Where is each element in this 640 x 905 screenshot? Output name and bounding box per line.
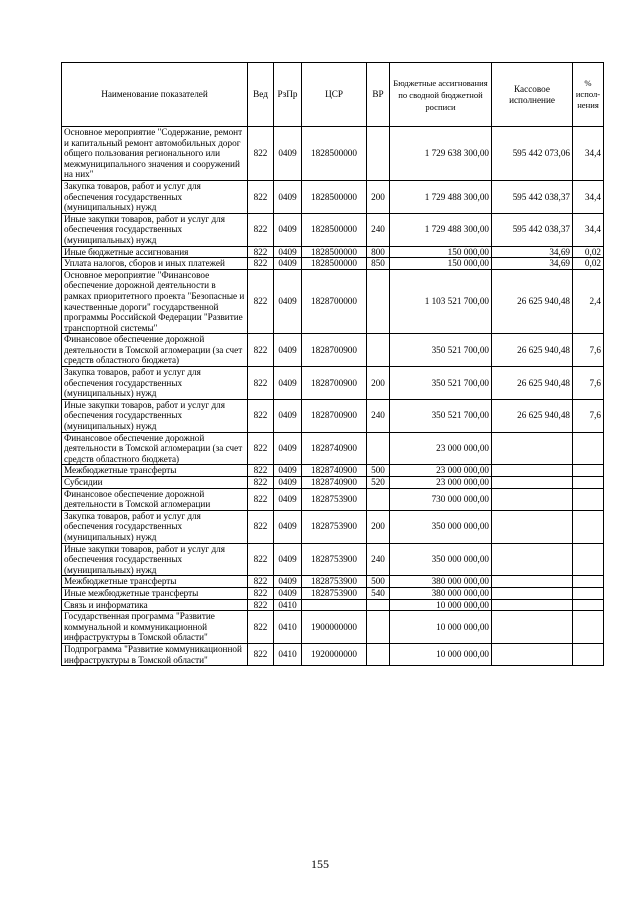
cell-rzpr: 0409 (274, 246, 302, 258)
cell-ved: 822 (248, 127, 274, 181)
cell-csr: 1828753900 (302, 543, 367, 576)
cell-pct: 0,02 (573, 246, 604, 258)
cell-pct (573, 587, 604, 599)
cell-csr: 1828700900 (302, 367, 367, 400)
table-row (62, 269, 604, 334)
header-vr: ВР (367, 63, 390, 127)
cell-ved: 822 (248, 488, 274, 510)
cell-ved: 822 (248, 587, 274, 599)
cell-rzpr: 0409 (274, 543, 302, 576)
cell-rzpr: 0409 (274, 587, 302, 599)
header-pct: % испол-нения (573, 63, 604, 127)
cell-cash (492, 587, 573, 599)
cell-name: Иные бюджетные ассигнования (62, 246, 248, 258)
cell-csr: 1828700000 (302, 269, 367, 334)
budget-execution-table (61, 62, 604, 666)
cell-cash: 26 625 940,48 (492, 367, 573, 400)
table-row (62, 465, 604, 477)
cell-rzpr: 0409 (274, 367, 302, 400)
cell-cash (492, 488, 573, 510)
cell-name: Иные межбюджетные трансферты (62, 587, 248, 599)
cell-rzpr: 0409 (274, 180, 302, 213)
cell-vr (367, 488, 390, 510)
cell-rzpr: 0409 (274, 432, 302, 465)
cell-pct (573, 611, 604, 644)
cell-cash (492, 599, 573, 611)
cell-cash: 595 442 073,06 (492, 127, 573, 181)
cell-budget: 10 000 000,00 (390, 643, 492, 665)
cell-budget: 350 000 000,00 (390, 510, 492, 543)
cell-cash: 595 442 038,37 (492, 213, 573, 246)
cell-budget: 23 000 000,00 (390, 432, 492, 465)
cell-rzpr: 0409 (274, 477, 302, 489)
cell-ved: 822 (248, 367, 274, 400)
cell-cash (492, 465, 573, 477)
cell-name: Подпрограмма "Развитие коммуникационной инфраструктуры в Томской области" (62, 643, 248, 665)
cell-pct: 7,6 (573, 367, 604, 400)
cell-vr: 200 (367, 367, 390, 400)
cell-csr: 1828500000 (302, 246, 367, 258)
cell-rzpr: 0409 (274, 258, 302, 270)
cell-csr: 1828700900 (302, 334, 367, 367)
table-row (62, 334, 604, 367)
cell-vr: 200 (367, 510, 390, 543)
cell-budget: 380 000 000,00 (390, 576, 492, 588)
cell-csr (302, 599, 367, 611)
cell-name: Иные закупки товаров, работ и услуг для обеспечения государственных (муниципальных) нужд (62, 399, 248, 432)
cell-rzpr: 0409 (274, 576, 302, 588)
cell-ved: 822 (248, 510, 274, 543)
cell-name: Основное мероприятие "Содержание, ремонт и капитальный ремонт автомобильных дорог общего пользования регионального или межмуниципального значения и сооружений на них" (62, 127, 248, 181)
cell-cash (492, 510, 573, 543)
cell-ved: 822 (248, 599, 274, 611)
table-row (62, 127, 604, 181)
cell-cash (492, 611, 573, 644)
cell-rzpr: 0410 (274, 643, 302, 665)
cell-vr: 200 (367, 180, 390, 213)
table-row (62, 599, 604, 611)
table-row (62, 258, 604, 270)
cell-pct: 2,4 (573, 269, 604, 334)
cell-rzpr: 0409 (274, 213, 302, 246)
cell-pct (573, 510, 604, 543)
table-row (62, 587, 604, 599)
cell-vr: 500 (367, 465, 390, 477)
cell-budget: 1 729 488 300,00 (390, 180, 492, 213)
cell-pct: 34,4 (573, 213, 604, 246)
cell-ved: 822 (248, 643, 274, 665)
cell-pct (573, 576, 604, 588)
cell-name: Уплата налогов, сборов и иных платежей (62, 258, 248, 270)
cell-name: Иные закупки товаров, работ и услуг для обеспечения государственных (муниципальных) нужд (62, 213, 248, 246)
table-row (62, 432, 604, 465)
table-row (62, 643, 604, 665)
cell-vr (367, 643, 390, 665)
cell-pct: 34,4 (573, 127, 604, 181)
cell-budget: 1 729 638 300,00 (390, 127, 492, 181)
cell-budget: 350 521 700,00 (390, 334, 492, 367)
cell-cash: 26 625 940,48 (492, 334, 573, 367)
cell-budget: 350 521 700,00 (390, 399, 492, 432)
cell-cash (492, 576, 573, 588)
cell-csr: 1828753900 (302, 576, 367, 588)
cell-name: Закупка товаров, работ и услуг для обеспечения государственных (муниципальных) нужд (62, 510, 248, 543)
cell-csr: 1828740900 (302, 477, 367, 489)
cell-budget: 10 000 000,00 (390, 611, 492, 644)
cell-ved: 822 (248, 258, 274, 270)
cell-name: Финансовое обеспечение дорожной деятельности в Томской агломерации (62, 488, 248, 510)
cell-pct (573, 488, 604, 510)
cell-vr (367, 334, 390, 367)
cell-ved: 822 (248, 399, 274, 432)
cell-cash: 34,69 (492, 246, 573, 258)
cell-vr: 240 (367, 543, 390, 576)
table-row (62, 246, 604, 258)
cell-csr: 1900000000 (302, 611, 367, 644)
cell-rzpr: 0410 (274, 599, 302, 611)
cell-vr: 240 (367, 399, 390, 432)
cell-budget: 23 000 000,00 (390, 465, 492, 477)
cell-csr: 1828753900 (302, 488, 367, 510)
cell-ved: 822 (248, 334, 274, 367)
cell-ved: 822 (248, 465, 274, 477)
cell-ved: 822 (248, 213, 274, 246)
cell-pct: 0,02 (573, 258, 604, 270)
cell-vr (367, 269, 390, 334)
cell-budget: 150 000,00 (390, 246, 492, 258)
header-budget: Бюджетные ассигнования по сводной бюджетной росписи (390, 63, 492, 127)
cell-rzpr: 0409 (274, 488, 302, 510)
cell-name: Закупка товаров, работ и услуг для обеспечения государственных (муниципальных) нужд (62, 367, 248, 400)
cell-csr: 1828500000 (302, 258, 367, 270)
cell-pct: 7,6 (573, 399, 604, 432)
cell-name: Межбюджетные трансферты (62, 576, 248, 588)
cell-cash: 595 442 038,37 (492, 180, 573, 213)
cell-csr: 1828740900 (302, 465, 367, 477)
table-row (62, 488, 604, 510)
cell-budget: 730 000 000,00 (390, 488, 492, 510)
cell-rzpr: 0410 (274, 611, 302, 644)
cell-ved: 822 (248, 477, 274, 489)
cell-pct (573, 432, 604, 465)
cell-name: Связь и информатика (62, 599, 248, 611)
cell-cash (492, 432, 573, 465)
cell-name: Иные закупки товаров, работ и услуг для обеспечения государственных (муниципальных) нужд (62, 543, 248, 576)
cell-ved: 822 (248, 269, 274, 334)
cell-name: Закупка товаров, работ и услуг для обеспечения государственных (муниципальных) нужд (62, 180, 248, 213)
table-row (62, 611, 604, 644)
table-row (62, 399, 604, 432)
table-row (62, 213, 604, 246)
table-row (62, 543, 604, 576)
page-number: 155 (311, 857, 329, 871)
cell-rzpr: 0409 (274, 269, 302, 334)
cell-budget: 150 000,00 (390, 258, 492, 270)
cell-vr: 800 (367, 246, 390, 258)
cell-csr: 1828740900 (302, 432, 367, 465)
cell-rzpr: 0409 (274, 465, 302, 477)
cell-csr: 1828753900 (302, 587, 367, 599)
table-row (62, 367, 604, 400)
header-name: Наименование показателей (62, 63, 248, 127)
cell-pct (573, 599, 604, 611)
cell-budget: 1 103 521 700,00 (390, 269, 492, 334)
cell-pct: 7,6 (573, 334, 604, 367)
cell-rzpr: 0409 (274, 510, 302, 543)
cell-vr (367, 127, 390, 181)
table-row (62, 180, 604, 213)
cell-cash (492, 543, 573, 576)
header-rzpr: РзПр (274, 63, 302, 127)
cell-csr: 1828500000 (302, 180, 367, 213)
cell-cash: 34,69 (492, 258, 573, 270)
table-header-row (62, 63, 604, 127)
cell-budget: 1 729 488 300,00 (390, 213, 492, 246)
cell-vr: 500 (367, 576, 390, 588)
cell-pct (573, 477, 604, 489)
header-ved: Вед (248, 63, 274, 127)
cell-ved: 822 (248, 576, 274, 588)
cell-ved: 822 (248, 180, 274, 213)
cell-rzpr: 0409 (274, 127, 302, 181)
cell-cash: 26 625 940,48 (492, 269, 573, 334)
cell-name: Государственная программа "Развитие коммунальной и коммуникационной инфраструктуры в Томской области" (62, 611, 248, 644)
cell-pct: 34,4 (573, 180, 604, 213)
cell-pct (573, 543, 604, 576)
cell-vr: 240 (367, 213, 390, 246)
cell-cash (492, 477, 573, 489)
cell-cash (492, 643, 573, 665)
cell-name: Субсидии (62, 477, 248, 489)
cell-ved: 822 (248, 432, 274, 465)
header-csr: ЦСР (302, 63, 367, 127)
cell-budget: 350 521 700,00 (390, 367, 492, 400)
cell-vr (367, 432, 390, 465)
cell-pct (573, 465, 604, 477)
cell-pct (573, 643, 604, 665)
cell-rzpr: 0409 (274, 334, 302, 367)
cell-budget: 350 000 000,00 (390, 543, 492, 576)
cell-vr: 540 (367, 587, 390, 599)
cell-budget: 380 000 000,00 (390, 587, 492, 599)
cell-csr: 1920000000 (302, 643, 367, 665)
cell-csr: 1828753900 (302, 510, 367, 543)
cell-cash: 26 625 940,48 (492, 399, 573, 432)
cell-name: Основное мероприятие "Финансовое обеспечение дорожной деятельности в рамках приоритетного проекта "Безопасные и качественные дороги" государственной программы Российской Федерации "Развитие транспортной системы" (62, 269, 248, 334)
table-row (62, 576, 604, 588)
cell-csr: 1828700900 (302, 399, 367, 432)
cell-name: Межбюджетные трансферты (62, 465, 248, 477)
cell-budget: 10 000 000,00 (390, 599, 492, 611)
table-row (62, 510, 604, 543)
cell-ved: 822 (248, 543, 274, 576)
cell-ved: 822 (248, 611, 274, 644)
cell-name: Финансовое обеспечение дорожной деятельности в Томской агломерации (за счет средств областного бюджета) (62, 432, 248, 465)
cell-ved: 822 (248, 246, 274, 258)
cell-vr: 520 (367, 477, 390, 489)
cell-vr: 850 (367, 258, 390, 270)
cell-vr (367, 599, 390, 611)
cell-budget: 23 000 000,00 (390, 477, 492, 489)
cell-vr (367, 611, 390, 644)
table-row (62, 477, 604, 489)
cell-name: Финансовое обеспечение дорожной деятельности в Томской агломерации (за счет средств областного бюджета) (62, 334, 248, 367)
cell-csr: 1828500000 (302, 127, 367, 181)
cell-rzpr: 0409 (274, 399, 302, 432)
header-cash: Кассовое исполнение (492, 63, 573, 127)
cell-csr: 1828500000 (302, 213, 367, 246)
